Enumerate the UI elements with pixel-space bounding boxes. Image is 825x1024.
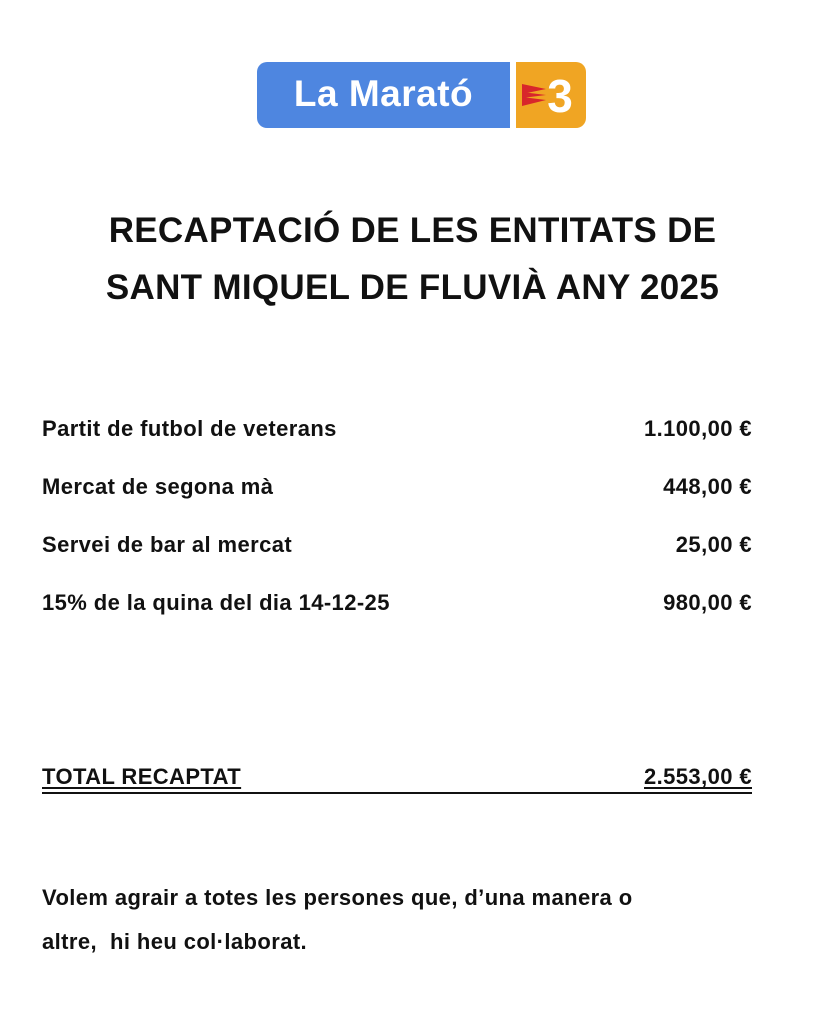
- total-amount: 2.553,00 €: [644, 764, 752, 789]
- page-title: [0, 202, 825, 316]
- donation-row-quina: [42, 584, 752, 622]
- donation-row-veterans-football: [42, 410, 752, 448]
- title-line-1: RECAPTACIÓ DE LES ENTITATS DE: [108, 211, 717, 250]
- title-line-2: SANT MIQUEL DE FLUVIÀ ANY 2025: [105, 268, 720, 307]
- tv3-channel-number: 3: [547, 70, 573, 122]
- donation-label: Partit de futbol de veterans: [42, 416, 337, 441]
- donation-list: [42, 410, 752, 642]
- la-marato-logo: [257, 62, 586, 128]
- total-row: [42, 762, 752, 794]
- donation-label: 15% de la quina del dia 14-12-25: [42, 590, 390, 615]
- thanks-line-2: altre, hi heu col·laborat.: [42, 929, 308, 954]
- thanks-message: [42, 876, 802, 964]
- donation-label: Servei de bar al mercat: [42, 532, 293, 557]
- thanks-line-1: Volem agrair a totes les persones que, d’una manera o: [42, 885, 633, 910]
- donation-row-second-hand-market: [42, 468, 752, 506]
- donation-amount: 448,00 €: [663, 474, 752, 499]
- tv3-flag-stripes-icon: [516, 62, 586, 128]
- tv3-logo-icon: [516, 62, 586, 128]
- donation-amount: 1.100,00 €: [644, 416, 752, 441]
- donation-row-market-bar: [42, 526, 752, 564]
- total-label: TOTAL RECAPTAT: [42, 764, 242, 789]
- donation-amount: 25,00 €: [675, 532, 752, 557]
- donation-amount: 980,00 €: [663, 590, 752, 615]
- logo-text: La Marató: [257, 62, 510, 128]
- donation-label: Mercat de segona mà: [42, 474, 274, 499]
